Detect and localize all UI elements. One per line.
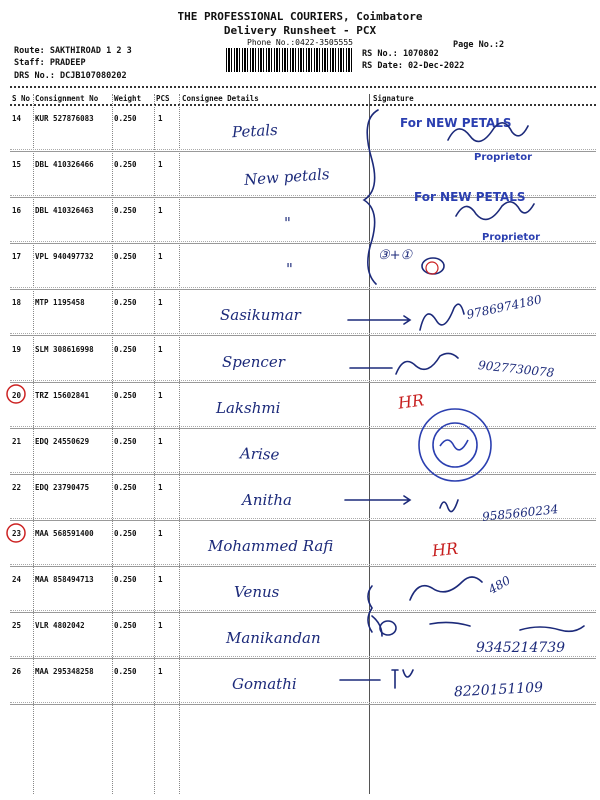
weight-value: 0.250	[114, 160, 137, 170]
consignment-number: DBL 410326463	[35, 206, 94, 216]
consignment-number: DBL 410326466	[35, 160, 94, 170]
consignee-name: Gomathi	[232, 675, 297, 694]
pieces-count: 1	[158, 160, 163, 170]
col-weight: Weight	[114, 94, 142, 103]
pieces-count: 1	[158, 390, 163, 400]
company-phone: Phone No.:0422-3505555	[247, 38, 353, 47]
consignment-number: MAA 295348258	[35, 667, 94, 677]
weight-value: 0.250	[114, 252, 137, 262]
pieces-count: 1	[158, 436, 163, 446]
consignment-number: VLR 4802042	[35, 621, 85, 631]
consignee-name: "	[284, 214, 291, 233]
weight-value: 0.250	[114, 344, 137, 354]
serial-number: 19	[12, 344, 22, 354]
consignee-name: Venus	[234, 583, 280, 601]
consignee-name: Petals	[231, 120, 279, 142]
route-label: Route: SAKTHIROAD 1 2 3	[14, 46, 132, 56]
consignment-number: KUR 527876083	[35, 114, 94, 123]
weight-value: 0.250	[114, 528, 137, 538]
handwritten-phone: 9585660234	[481, 502, 559, 524]
staff-label: Staff: PRADEEP	[14, 58, 86, 68]
consignee-name: Anitha	[242, 490, 292, 509]
weight-value: 0.250	[114, 114, 137, 123]
pieces-count: 1	[158, 344, 163, 354]
serial-number: 24	[12, 575, 22, 584]
consignment-number: TRZ 15602841	[35, 390, 90, 400]
consignee-name: New petals	[243, 165, 331, 190]
handwritten-phone: 8220151109	[453, 679, 544, 701]
consignment-number: VPL 940497732	[35, 252, 94, 262]
col-pcs: PCS	[156, 94, 170, 103]
serial-number: 18	[12, 298, 22, 308]
consignment-number: EDQ 23790475	[35, 482, 90, 492]
serial-number: 17	[12, 252, 22, 262]
red-mark: HR	[396, 390, 426, 413]
handwritten-phone: 9345214739	[476, 640, 566, 656]
pieces-count: 1	[158, 206, 163, 216]
weight-value: 0.250	[114, 206, 137, 216]
serial-number: 16	[12, 206, 22, 216]
weight-value: 0.250	[114, 390, 137, 400]
pieces-count: 1	[158, 482, 163, 492]
stamp-text: Proprietor	[474, 152, 533, 163]
consignment-number: MAA 858494713	[35, 575, 94, 584]
weight-value: 0.250	[114, 575, 137, 584]
weight-value: 0.250	[114, 621, 137, 631]
pieces-count: 1	[158, 621, 163, 631]
drs-number: DRS No.: DCJB107080202	[14, 71, 127, 81]
pieces-count: 1	[158, 667, 163, 677]
pieces-count: 1	[158, 252, 163, 262]
serial-number: 14	[12, 114, 22, 123]
consignee-name: "	[286, 260, 293, 279]
consignment-number: SLM 308616998	[35, 344, 94, 354]
serial-number: 25	[12, 621, 22, 631]
handwritten-note: ③+①	[378, 248, 413, 263]
consignee-name: Manikandan	[226, 629, 321, 648]
serial-number: 21	[12, 436, 22, 446]
page-number: Page No.:2	[453, 40, 505, 50]
stamp-text: Proprietor	[482, 232, 541, 243]
handwritten-phone: 9786974180	[465, 292, 543, 322]
company-title: THE PROFESSIONAL COURIERS, Coimbatore	[177, 10, 423, 23]
consignee-name: Arise	[239, 444, 280, 464]
weight-value: 0.250	[114, 436, 137, 446]
col-consignee-details: Consignee Details	[182, 94, 259, 103]
weight-value: 0.250	[114, 667, 137, 677]
consignment-number: MAA 568591400	[35, 528, 94, 538]
handwritten-note: 480	[486, 573, 513, 597]
serial-number: 22	[12, 482, 22, 492]
stamp-text: For NEW PETALS	[400, 116, 512, 130]
document-title: Delivery Runsheet - PCX	[223, 24, 377, 37]
rs-date: RS Date: 02-Dec-2022	[362, 61, 465, 71]
serial-number: 23	[12, 528, 22, 538]
serial-number: 15	[12, 160, 22, 170]
consignment-number: EDQ 24550629	[35, 436, 90, 446]
pieces-count: 1	[158, 298, 163, 308]
col-consignment: Consignment No	[35, 94, 99, 103]
consignment-number: MTP 1195458	[35, 298, 85, 308]
pieces-count: 1	[158, 528, 163, 538]
handwritten-phone: 9027730078	[477, 358, 555, 380]
consignee-name: Spencer	[222, 352, 285, 371]
col-signature: Signature	[373, 94, 414, 103]
col-sno: S No	[12, 94, 31, 103]
consignee-name: Mohammed Rafi	[208, 536, 334, 555]
pieces-count: 1	[158, 114, 163, 123]
red-mark: HR	[431, 538, 459, 561]
consignee-name: Lakshmi	[216, 398, 281, 417]
rs-number: RS No.: 1070802	[362, 49, 439, 59]
serial-number: 26	[12, 667, 22, 677]
weight-value: 0.250	[114, 298, 137, 308]
pieces-count: 1	[158, 575, 163, 584]
consignee-name: Sasikumar	[220, 306, 301, 325]
stamp-text: For NEW PETALS	[414, 190, 526, 204]
serial-number: 20	[12, 390, 22, 400]
weight-value: 0.250	[114, 482, 137, 492]
